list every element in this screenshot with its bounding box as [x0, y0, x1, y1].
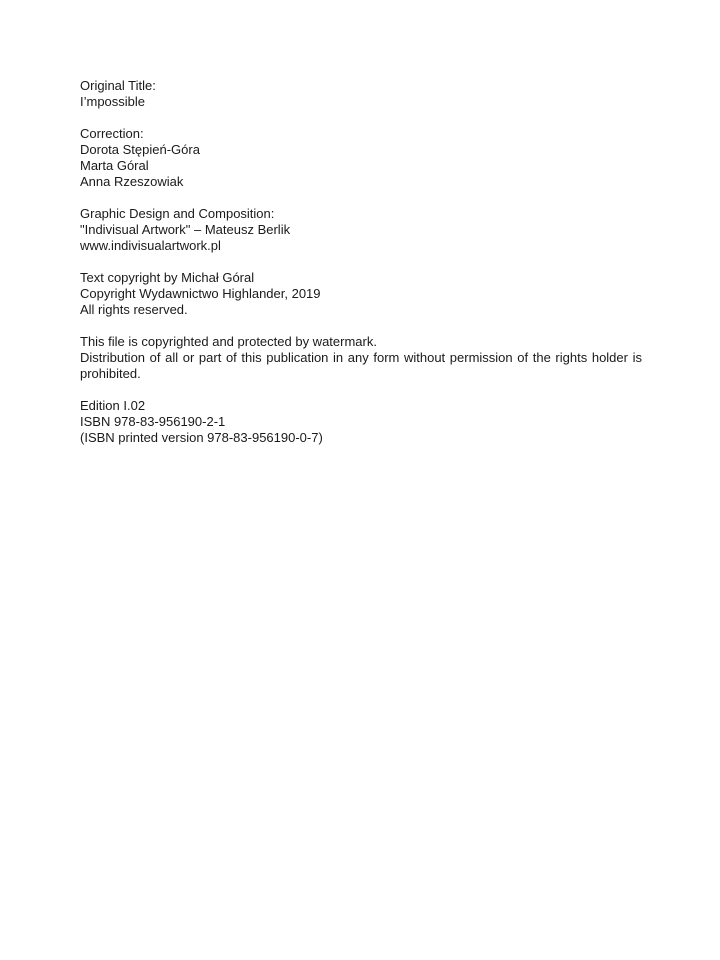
correction-block	[80, 126, 642, 190]
correction-name: Marta Góral	[80, 158, 149, 173]
copyright-page	[80, 78, 642, 462]
design-label: Graphic Design and Composition:	[80, 206, 275, 221]
text-copyright: Text copyright by Michał Góral	[80, 270, 255, 285]
publisher-copyright: Copyright Wydawnictwo Highlander, 2019	[80, 286, 321, 301]
design-block	[80, 206, 642, 254]
design-website: www.indivisualartwork.pl	[80, 238, 221, 253]
watermark-notice: This file is copyrighted and protected by watermark.	[80, 334, 377, 349]
isbn: ISBN 978-83-956190-2-1	[80, 414, 226, 429]
correction-name: Anna Rzeszowiak	[80, 174, 184, 189]
rights-reserved: All rights reserved.	[80, 302, 188, 317]
isbn-printed: (ISBN printed version 978-83-956190-0-7)	[80, 430, 323, 445]
notice-block	[80, 334, 642, 382]
edition-number: Edition I.02	[80, 398, 146, 413]
original-title-value: I’mpossible	[80, 94, 146, 109]
copyright-block	[80, 270, 642, 318]
correction-name: Dorota Stępień-Góra	[80, 142, 200, 157]
original-title-label: Original Title:	[80, 78, 156, 93]
design-studio: "Indivisual Artwork" – Mateusz Berlik	[80, 222, 291, 237]
edition-block	[80, 398, 642, 446]
original-title-block	[80, 78, 642, 110]
correction-label: Correction:	[80, 126, 144, 141]
distribution-notice: Distribution of all or part of this publication in any form without permission of the rights holder is prohibited.	[80, 350, 642, 381]
